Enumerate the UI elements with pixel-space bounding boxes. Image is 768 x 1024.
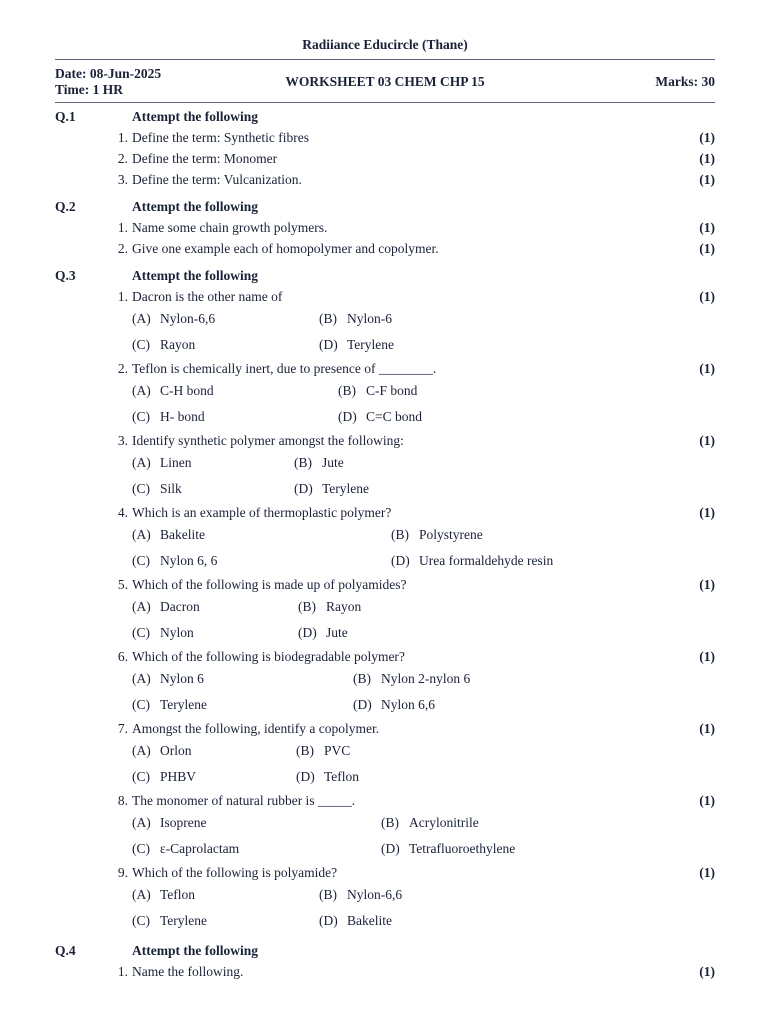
question-2-section: [55, 197, 715, 259]
item-marks: (1): [699, 865, 715, 880]
option-label: (D): [391, 553, 410, 568]
option-a: [132, 525, 205, 545]
option-label: (D): [381, 841, 400, 856]
question-3-section: [55, 266, 715, 934]
mcq-options: [55, 667, 715, 718]
option-c: [132, 623, 194, 643]
option-text: Tetrafluoroethylene: [409, 841, 516, 856]
item-text: Which is an example of thermoplastic polymer?: [132, 505, 392, 520]
option-text: PHBV: [160, 769, 197, 784]
item-number: 1.: [117, 220, 128, 235]
option-label: (B): [353, 671, 371, 686]
option-a: [132, 381, 214, 401]
option-text: Silk: [160, 481, 182, 496]
mcq-options: [55, 739, 715, 790]
mcq-item: [55, 862, 715, 883]
option-label: (A): [132, 311, 151, 326]
item-text: Define the term: Monomer: [132, 151, 278, 166]
item-marks: (1): [699, 793, 715, 808]
option-label: (B): [319, 311, 337, 326]
item-marks: (1): [699, 361, 715, 376]
option-d: [319, 911, 392, 931]
option-text: Nylon-6: [347, 311, 392, 326]
item-marks: (1): [699, 433, 715, 448]
option-text: Rayon: [160, 337, 196, 352]
option-d: [319, 335, 394, 355]
option-d: [353, 695, 435, 715]
option-label: (A): [132, 527, 151, 542]
option-text: Teflon: [160, 887, 196, 902]
option-label: (D): [294, 481, 313, 496]
option-text: Urea formaldehyde resin: [419, 553, 554, 568]
option-text: Terylene: [160, 697, 208, 712]
option-text: Isoprene: [160, 815, 207, 830]
option-text: Acrylonitrile: [409, 815, 479, 830]
option-text: C-H bond: [160, 383, 214, 398]
item-marks: (1): [699, 220, 715, 235]
question-item: [55, 217, 715, 238]
mcq-options: [55, 379, 715, 430]
mcq-item: [55, 646, 715, 667]
mcq-options: [55, 811, 715, 862]
mcq-options: [55, 883, 715, 934]
option-c: [132, 551, 217, 571]
item-number: 1.: [117, 130, 128, 145]
option-c: [132, 911, 207, 931]
item-text: Define the term: Vulcanization.: [132, 172, 302, 187]
mcq-item: [55, 286, 715, 307]
option-text: Nylon-6,6: [347, 887, 403, 902]
item-number: 6.: [117, 649, 128, 664]
option-label: (B): [338, 383, 356, 398]
option-d: [381, 839, 515, 859]
option-text: Terylene: [347, 337, 395, 352]
option-label: (D): [319, 337, 338, 352]
option-b: [381, 813, 479, 833]
section-heading: [55, 266, 715, 286]
question-item: [55, 961, 715, 982]
item-text: Which of the following is biodegradable polymer?: [132, 649, 405, 664]
option-label: (C): [132, 913, 150, 928]
item-marks: (1): [699, 505, 715, 520]
item-number: 4.: [117, 505, 128, 520]
option-c: [132, 839, 239, 859]
option-a: [132, 453, 192, 473]
item-text: Identify synthetic polymer amongst the following:: [132, 433, 404, 448]
option-b: [319, 885, 402, 905]
mcq-item: [55, 358, 715, 379]
option-label: (A): [132, 887, 151, 902]
option-text: Dacron: [160, 599, 200, 614]
mcq-options: [55, 523, 715, 574]
item-marks: (1): [699, 649, 715, 664]
option-label: (C): [132, 625, 150, 640]
mcq-item: [55, 430, 715, 451]
question-instruction: Attempt the following: [132, 943, 258, 958]
item-text: Teflon is chemically inert, due to presence of ________.: [132, 361, 437, 376]
option-label: (B): [294, 455, 312, 470]
option-text: Orlon: [160, 743, 192, 758]
option-d: [296, 767, 359, 787]
option-c: [132, 479, 182, 499]
mcq-options: [55, 451, 715, 502]
section-heading: [55, 107, 715, 127]
option-a: [132, 741, 192, 761]
option-b: [319, 309, 392, 329]
option-text: Nylon-6,6: [160, 311, 216, 326]
option-text: Nylon 6: [160, 671, 204, 686]
option-label: (A): [132, 671, 151, 686]
item-number: 8.: [117, 793, 128, 808]
item-text: Give one example each of homopolymer and copolymer.: [132, 241, 439, 256]
item-marks: (1): [699, 577, 715, 592]
option-a: [132, 597, 200, 617]
option-label: (D): [298, 625, 317, 640]
question-1-section: [55, 107, 715, 190]
question-instruction: Attempt the following: [132, 268, 258, 283]
worksheet-page: [55, 36, 715, 982]
header-row: [55, 64, 715, 102]
option-label: (C): [132, 841, 150, 856]
question-instruction: Attempt the following: [132, 109, 258, 124]
question-number: Q.3: [55, 268, 76, 283]
option-d: [294, 479, 369, 499]
item-number: 2.: [117, 361, 128, 376]
option-d: [298, 623, 348, 643]
option-label: (A): [132, 815, 151, 830]
option-text: ε-Caprolactam: [160, 841, 240, 856]
option-text: Rayon: [326, 599, 362, 614]
item-number: 3.: [117, 172, 128, 187]
option-text: PVC: [324, 743, 351, 758]
question-item: [55, 148, 715, 169]
question-item: [55, 238, 715, 259]
option-label: (D): [353, 697, 372, 712]
question-item: [55, 169, 715, 190]
option-text: Bakelite: [347, 913, 392, 928]
item-marks: (1): [699, 721, 715, 736]
exam-date: Date: 08-Jun-2025: [55, 66, 162, 81]
option-c: [132, 335, 195, 355]
option-text: Teflon: [324, 769, 360, 784]
question-number: Q.1: [55, 109, 76, 124]
option-text: C=C bond: [366, 409, 422, 424]
option-d: [338, 407, 422, 427]
item-number: 9.: [117, 865, 128, 880]
option-d: [391, 551, 553, 571]
option-label: (B): [391, 527, 409, 542]
item-text: Name some chain growth polymers.: [132, 220, 328, 235]
option-b: [353, 669, 470, 689]
institute-name: Radiiance Educircle (Thane): [302, 37, 468, 52]
option-text: Nylon 2-nylon 6: [381, 671, 471, 686]
item-marks: (1): [699, 130, 715, 145]
item-text: The monomer of natural rubber is _____.: [132, 793, 356, 808]
option-c: [132, 767, 196, 787]
option-text: Terylene: [322, 481, 370, 496]
option-text: Jute: [326, 625, 348, 640]
option-label: (D): [338, 409, 357, 424]
option-label: (A): [132, 743, 151, 758]
option-a: [132, 309, 215, 329]
option-label: (A): [132, 599, 151, 614]
item-text: Name the following.: [132, 964, 244, 979]
option-text: H- bond: [160, 409, 205, 424]
item-number: 2.: [117, 241, 128, 256]
item-marks: (1): [699, 964, 715, 979]
option-text: Nylon 6, 6: [160, 553, 218, 568]
option-text: Jute: [322, 455, 344, 470]
worksheet-title: WORKSHEET 03 CHEM CHP 15: [285, 74, 485, 89]
option-label: (B): [296, 743, 314, 758]
option-c: [132, 695, 207, 715]
option-text: Terylene: [160, 913, 208, 928]
item-number: 2.: [117, 151, 128, 166]
option-label: (C): [132, 481, 150, 496]
item-text: Which of the following is made up of polyamides?: [132, 577, 407, 592]
option-a: [132, 813, 206, 833]
option-text: Linen: [160, 455, 192, 470]
option-label: (C): [132, 769, 150, 784]
header-top-rule: [55, 59, 715, 60]
exam-time: Time: 1 HR: [55, 82, 123, 97]
option-text: Nylon 6,6: [381, 697, 435, 712]
option-b: [294, 453, 344, 473]
option-label: (B): [381, 815, 399, 830]
mcq-options: [55, 307, 715, 358]
item-marks: (1): [699, 241, 715, 256]
option-b: [338, 381, 417, 401]
option-label: (B): [298, 599, 316, 614]
item-number: 1.: [117, 964, 128, 979]
option-label: (A): [132, 455, 151, 470]
option-label: (D): [319, 913, 338, 928]
option-label: (C): [132, 553, 150, 568]
option-c: [132, 407, 205, 427]
item-text: Dacron is the other name of: [132, 289, 283, 304]
option-text: C-F bond: [366, 383, 418, 398]
option-label: (C): [132, 409, 150, 424]
option-text: Polystyrene: [419, 527, 483, 542]
item-number: 7.: [117, 721, 128, 736]
option-label: (B): [319, 887, 337, 902]
question-number: Q.4: [55, 943, 76, 958]
mcq-item: [55, 790, 715, 811]
option-label: (C): [132, 337, 150, 352]
item-text: Define the term: Synthetic fibres: [132, 130, 309, 145]
option-a: [132, 669, 204, 689]
option-text: Nylon: [160, 625, 194, 640]
item-number: 5.: [117, 577, 128, 592]
question-instruction: Attempt the following: [132, 199, 258, 214]
header-bottom-rule: [55, 102, 715, 103]
option-b: [296, 741, 350, 761]
option-label: (D): [296, 769, 315, 784]
option-b: [391, 525, 483, 545]
question-number: Q.2: [55, 199, 76, 214]
item-text: Amongst the following, identify a copolymer.: [132, 721, 380, 736]
mcq-options: [55, 595, 715, 646]
total-marks: Marks: 30: [655, 74, 715, 89]
item-marks: (1): [699, 289, 715, 304]
option-text: Bakelite: [160, 527, 205, 542]
question-4-section: [55, 941, 715, 982]
section-heading: [55, 941, 715, 961]
option-b: [298, 597, 361, 617]
mcq-item: [55, 502, 715, 523]
mcq-item: [55, 574, 715, 595]
item-marks: (1): [699, 172, 715, 187]
option-a: [132, 885, 195, 905]
item-marks: (1): [699, 151, 715, 166]
question-item: [55, 127, 715, 148]
item-number: 1.: [117, 289, 128, 304]
option-label: (A): [132, 383, 151, 398]
item-text: Which of the following is polyamide?: [132, 865, 338, 880]
section-heading: [55, 197, 715, 217]
item-number: 3.: [117, 433, 128, 448]
mcq-item: [55, 718, 715, 739]
option-label: (C): [132, 697, 150, 712]
